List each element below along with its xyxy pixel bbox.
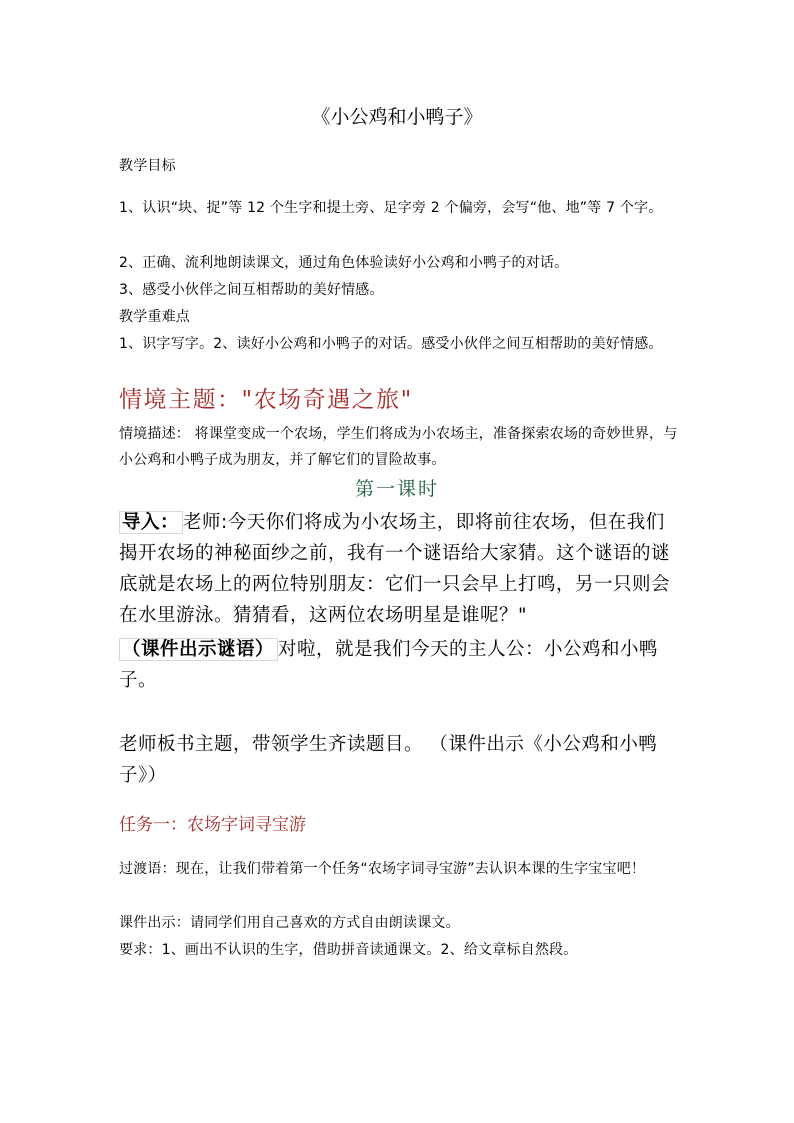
riddle-paragraph (119, 634, 679, 696)
objective-item-1: 1、认识“块、捉”等 12 个生字和提土旁、足字旁 2 个偏旁，会写“他、地”等 7 个字。 (119, 200, 663, 216)
task1-title: 任务一：农场字词寻宝游 (119, 815, 306, 835)
courseware-riddle-label: （课件出示谜语） (119, 638, 278, 661)
intro-text: 老师:今天你们将成为小农场主，即将前往农场，但在我们揭开农场的神秘面纱之前，我有一个谜语给大家猜。这个谜语的谜底就是农场上的两位特别朋友：它们一只会早上打鸣，另一只则会在水里游泳。猜猜看，这两位农场明星是谁呢？" (119, 512, 671, 626)
lesson-title: 第一课时 (354, 478, 439, 500)
key-points-text: 1、识字写字。2、读好小公鸡和小鸭子的对话。感受小伙伴之间互相帮助的美好情感。 (119, 336, 663, 352)
courseware-riddle-text: 对啦，就是我们今天的主人公：小公鸡和小鸭子。 (119, 639, 659, 691)
task1-transition: 过渡语：现在，让我们带着第一个任务“农场字词寻宝游”去认识本课的生字宝宝吧！ (119, 861, 646, 877)
objective-item-3: 3、感受小伙伴之间互相帮助的美好情感。 (119, 282, 384, 298)
intro-paragraph (119, 507, 679, 631)
objectives-heading: 教学目标 (119, 158, 176, 174)
intro-label: 导入： (119, 511, 183, 534)
task1-courseware: 课件出示：请同学们用自己喜欢的方式自由朗读课文。 (119, 915, 460, 931)
scenario-description: 情境描述： 将课堂变成一个农场，学生们将成为小农场主，准备探索农场的奇妙世界，与小公鸡和小鸭子成为朋友，并了解它们的冒险故事。 (119, 426, 678, 468)
document-title: 《小公鸡和小鸭子》 (311, 106, 483, 128)
key-points-heading: 教学重难点 (119, 309, 190, 325)
task1-requirements: 要求：1、画出不认识的生字，借助拼音读通课文。2、给文章标自然段。 (119, 942, 578, 958)
board-note: 老师板书主题，带领学生齐读题目。 （课件出示《小公鸡和小鸭子》） (119, 734, 658, 786)
objective-item-2: 2、正确、流利地朗读课文，通过角色体验读好小公鸡和小鸭子的对话。 (119, 255, 569, 271)
scenario-theme: 情境主题："农场奇遇之旅" (119, 387, 413, 413)
